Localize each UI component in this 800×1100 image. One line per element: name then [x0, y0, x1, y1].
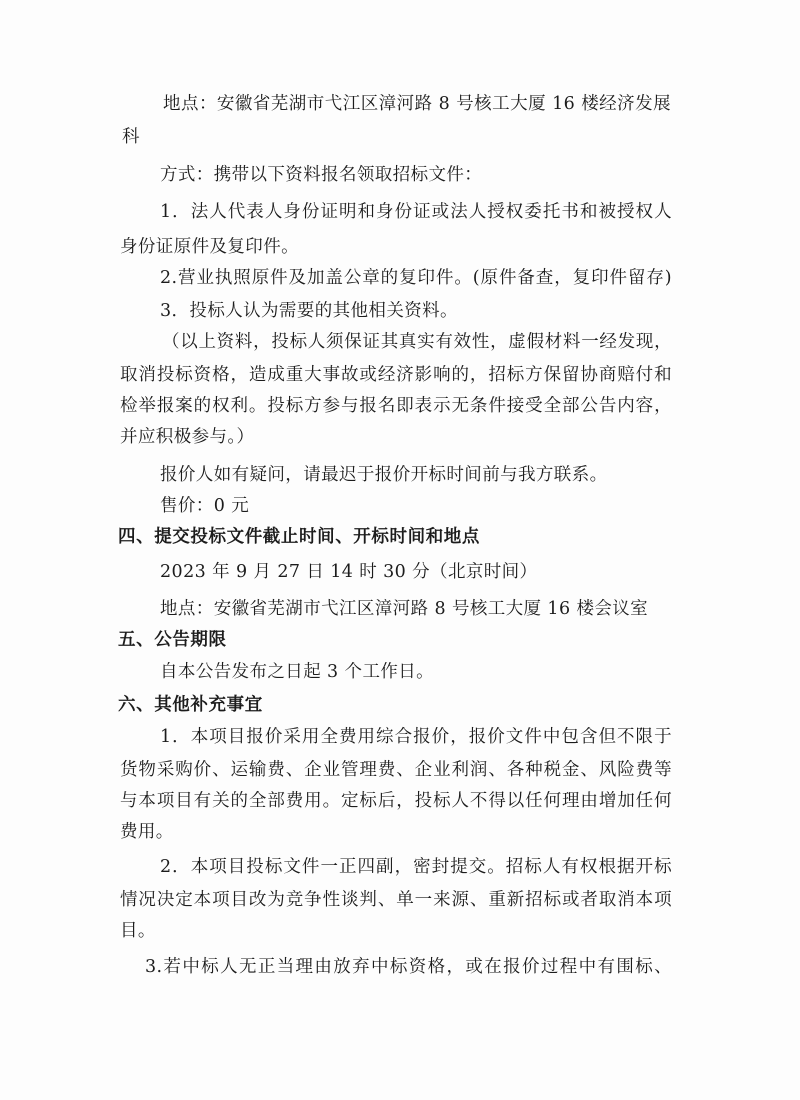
- supplement-1-line-3: 与本项目有关的全部费用。定标后，投标人不得以任何理由增加任何: [120, 791, 672, 811]
- contact-line: 报价人如有疑问，请最迟于报价开标时间前与我方联系。: [160, 465, 608, 485]
- section-5-heading: 五、公告期限: [118, 630, 227, 650]
- venue-line-2: 科: [122, 127, 140, 147]
- supplement-2-line-2: 情况决定本项目改为竞争性谈判、单一来源、重新招标或者取消本项: [120, 890, 672, 910]
- requirement-1-line-1: 1．法人代表人身份证明和身份证或法人授权委托书和被授权人: [160, 202, 672, 222]
- requirement-2-line: 2.营业执照原件及加盖公章的复印件。(原件备查，复印件留存): [160, 268, 672, 288]
- requirement-3-line: 3．投标人认为需要的其他相关资料。: [160, 301, 458, 321]
- supplement-2-line-3: 目。: [120, 921, 156, 941]
- supplement-3-line-1: 3.若中标人无正当理由放弃中标资格，或在报价过程中有围标、: [145, 957, 672, 977]
- note-line-2: 取消投标资格，造成重大事故或经济影响的，招标方保留协商赔付和: [120, 365, 672, 385]
- section-6-heading: 六、其他补充事宜: [118, 695, 263, 715]
- method-line: 方式：携带以下资料报名领取招标文件：: [160, 165, 483, 185]
- supplement-1-line-2: 货物采购价、运输费、企业管理费、企业利润、各种税金、风险费等: [120, 760, 672, 780]
- note-line-1: （以上资料，投标人须保证其真实有效性，虚假材料一经发现，: [162, 332, 672, 352]
- announcement-period-line: 自本公告发布之日起 3 个工作日。: [160, 662, 435, 682]
- supplement-1-line-4: 费用。: [120, 822, 174, 842]
- deadline-time-line: 2023 年 9 月 27 日 14 时 30 分（北京时间）: [160, 562, 538, 582]
- section-4-heading: 四、提交投标文件截止时间、开标时间和地点: [118, 527, 480, 547]
- requirement-1-line-2: 身份证原件及复印件。: [120, 237, 299, 257]
- note-line-4: 并应积极参与。）: [120, 427, 255, 447]
- price-line: 售价：0 元: [160, 496, 250, 516]
- supplement-1-line-1: 1．本项目报价采用全费用综合报价，报价文件中包含但不限于: [160, 727, 672, 747]
- supplement-2-line-1: 2．本项目投标文件一正四副，密封提交。招标人有权根据开标: [160, 857, 672, 877]
- opening-venue-line: 地点：安徽省芜湖市弋江区漳河路 8 号核工大厦 16 楼会议室: [160, 599, 649, 619]
- venue-line-1: 地点：安徽省芜湖市弋江区漳河路 8 号核工大厦 16 楼经济发展: [163, 94, 671, 114]
- note-line-3: 检举报案的权利。投标方参与报名即表示无条件接受全部公告内容，: [120, 396, 672, 416]
